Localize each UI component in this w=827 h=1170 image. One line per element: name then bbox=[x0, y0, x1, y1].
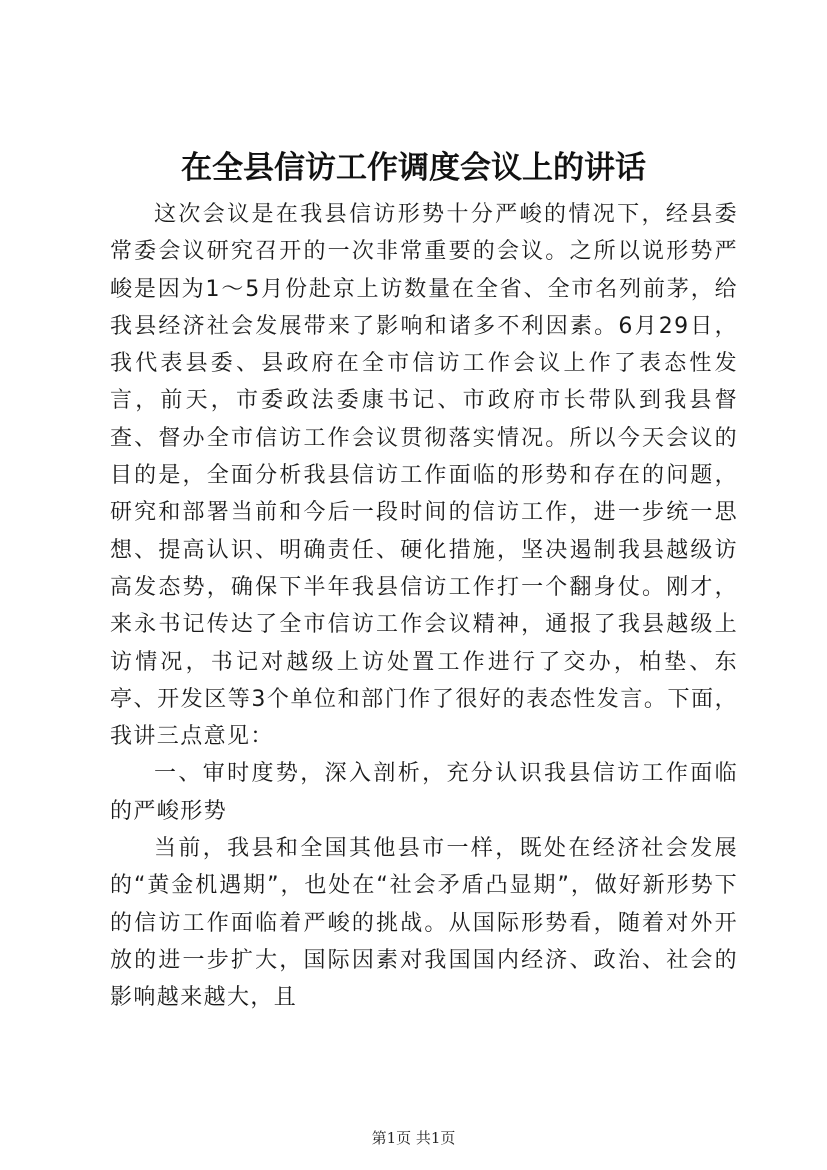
paragraph-situation: 当前，我县和全国其他县市一样，既处在经济社会发展的“黄金机遇期”，也处在“社会矛盾凸显期”，做好新形势下的信访工作面临着严峻的挑战。从国际形势看，随着对外开放的进一步扩大，国际因素对我国国内经济、政治、社会的影响越来越大，且 bbox=[110, 836, 738, 1011]
page-number-footer: 第1页 共1页 bbox=[371, 1129, 456, 1147]
paragraph-intro: 这次会议是在我县信访形势十分严峻的情况下，经县委常委会议研究召开的一次非常重要的会议。之所以说形势严峻是因为1～5月份赴京上访数量在全省、全市名列前茅，给我县经济社会发展带来了影响和诸多不利因素。6月29日，我代表县委、县政府在全市信访工作会议上作了表态性发言，前天，市委政法委康书记、市政府市长带队到我县督查、督办全市信访工作会议贯彻落实情况。所以今天会议的目的是，全面分析我县信访工作面临的形势和存在的问题，研究和部署当前和今后一段时间的信访工作，进一步统一思想、提高认识、明确责任、硬化措施，坚决遏制我县越级访高发态势，确保下半年我县信访工作打一个翻身仗。刚才，来永书记传达了全市信访工作会议精神，通报了我县越级上访情况，书记对越级上访处置工作进行了交办，柏垫、东亭、开发区等3个单位和部门作了很好的表态性发言。下面，我讲三点意见： bbox=[110, 202, 738, 750]
paragraph-section-heading-1: 一、审时度势，深入剖析，充分认识我县信访工作面临的严峻形势 bbox=[110, 761, 738, 824]
document-body bbox=[110, 196, 738, 1017]
document-title: 在全县信访工作调度会议上的讲话 bbox=[181, 150, 646, 186]
